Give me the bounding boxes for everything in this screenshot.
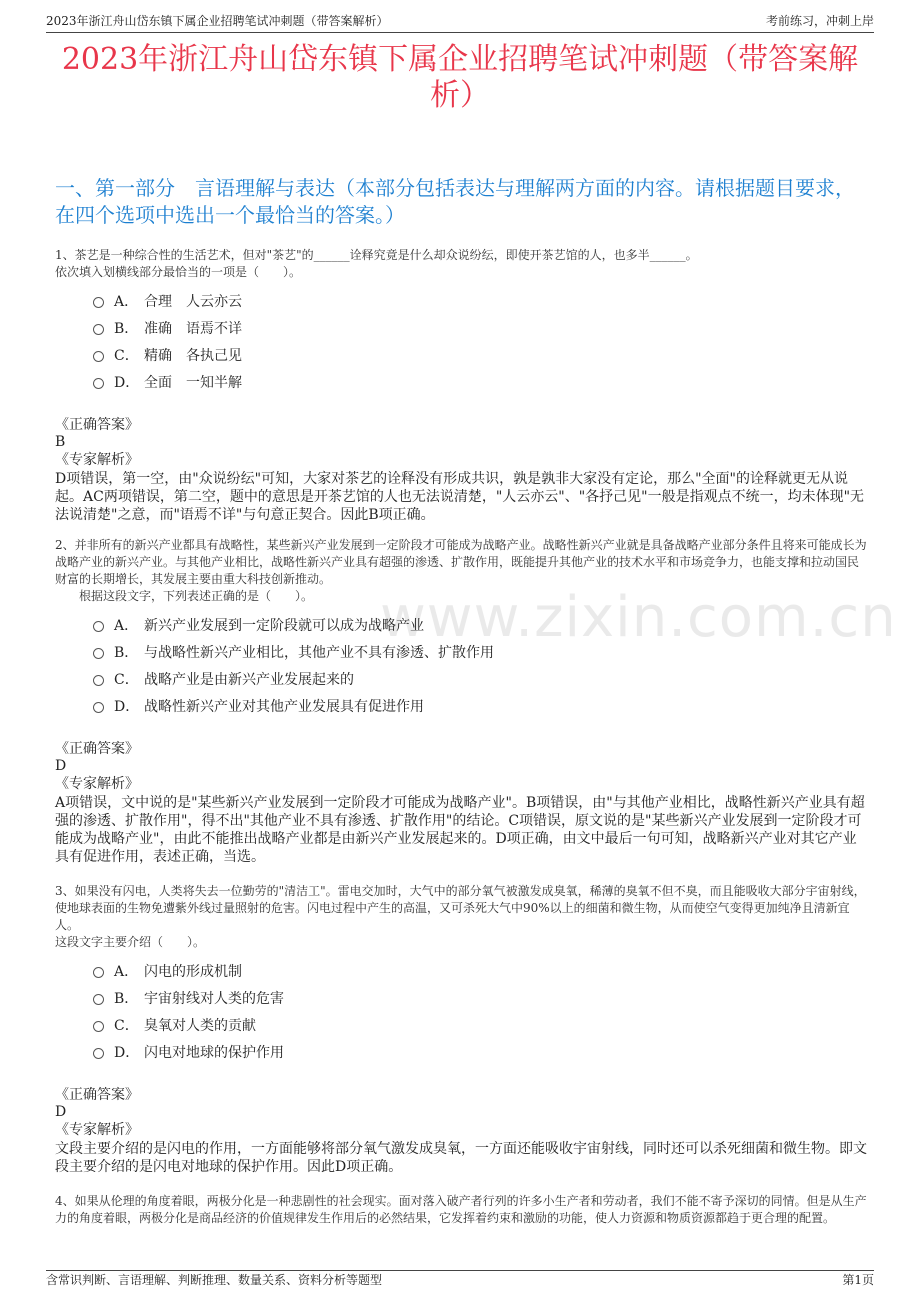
radio-icon[interactable] <box>93 297 104 308</box>
header-slogan: 考前练习，冲刺上岸 <box>765 14 874 28</box>
page-number: 第1页 <box>842 1273 874 1287</box>
option-letter: A． <box>114 963 139 980</box>
radio-icon[interactable] <box>93 675 104 686</box>
stem-line: 1、茶艺是一种综合性的生活艺术，但对"茶艺"的______诠释究竟是什么却众说纷纭，即使开茶艺馆的人，也多半______。 <box>55 248 698 262</box>
question-stem <box>55 537 868 605</box>
option-d[interactable] <box>93 692 868 719</box>
page-footer <box>46 1270 874 1289</box>
option-letter: D． <box>114 374 140 391</box>
radio-icon[interactable] <box>93 1048 104 1059</box>
analysis-text: D项错误，第一空，由"众说纷纭"可知，大家对茶艺的诠释没有形成共识，孰是孰非大家没有定论，那么"全面"的诠释就更无从说起。AC两项错误，第二空，题中的意思是开茶艺馆的人也无法说清楚，"人云亦云"、"各抒己见"一般是指观点不统一，均未体现"无法说清楚"之意，而"语焉不详"与句意正契合。因此B项正确。 <box>55 471 865 523</box>
answer-value: D <box>55 1104 67 1120</box>
option-text: 闪电对地球的保护作用 <box>144 1044 284 1061</box>
radio-icon[interactable] <box>93 994 104 1005</box>
option-letter: D． <box>114 698 140 715</box>
answer-block <box>55 417 868 524</box>
option-text: 新兴产业发展到一定阶段就可以成为战略产业 <box>144 617 424 634</box>
option-text: 战略产业是由新兴产业发展起来的 <box>144 671 354 688</box>
radio-icon[interactable] <box>93 621 104 632</box>
answer-value: D <box>55 758 67 774</box>
stem-line: 3、如果没有闪电，人类将失去一位勤劳的"清洁工"。雷电交加时，大气中的部分氧气被激发成臭氧，稀薄的臭氧不但不臭，而且能吸收大部分宇宙射线，使地球表面的生物免遭紫外线过量照射的危害。闪电过程中产生的高温，又可杀死大气中90%以上的细菌和微生物，从而使空气变得更加纯净且清新宜人。 <box>55 884 866 932</box>
analysis-text: 文段主要介绍的是闪电的作用，一方面能够将部分氧气激发成臭氧，一方面还能吸收宇宙射线，同时还可以杀死细菌和微生物。即文段主要介绍的是闪电对地球的保护作用。因此D项正确。 <box>55 1141 867 1175</box>
radio-icon[interactable] <box>93 324 104 335</box>
radio-icon[interactable] <box>93 378 104 389</box>
option-d[interactable] <box>93 368 868 395</box>
option-letter: A． <box>114 293 139 310</box>
stem-line: 2、并非所有的新兴产业都具有战略性，某些新兴产业发展到一定阶段才可能成为战略产业。战略性新兴产业就是具备战略产业部分条件且将来可能成长为战略产业的新兴产业。与其他产业相比，战略性新兴产业具有超强的渗透、扩散作用，既能提升其他产业的技术水平和市场竞争力，也能支撑和拉动国民财富的长期增长，其发展主要由重大科技创新推动。 <box>55 538 867 586</box>
option-a[interactable] <box>93 287 868 314</box>
stem-line: 4、如果从伦理的角度着眼，两极分化是一种悲剧性的社会现实。面对落入破产者行列的许多小生产者和劳动者，我们不能不寄予深切的同情。但是从生产力的角度着眼，两极分化是商品经济的价值规律发生作用后的必然结果，它发挥着约束和激励的功能，使人力资源和物质资源都趋于更合理的配置。 <box>55 1194 867 1225</box>
footer-note: 含常识判断、言语理解、判断推理、数量关系、资料分析等题型 <box>46 1273 383 1287</box>
option-list <box>55 287 868 395</box>
page-header <box>46 12 874 33</box>
option-letter: C． <box>114 1017 139 1034</box>
option-text: 精确 各执己见 <box>144 347 242 364</box>
answer-label: 《正确答案》 <box>55 741 139 757</box>
option-b[interactable] <box>93 984 868 1011</box>
option-letter: B． <box>114 990 139 1007</box>
analysis-label: 《专家解析》 <box>55 452 139 468</box>
option-a[interactable] <box>93 957 868 984</box>
option-c[interactable] <box>93 1011 868 1038</box>
option-a[interactable] <box>93 611 868 638</box>
radio-icon[interactable] <box>93 648 104 659</box>
option-text: 战略性新兴产业对其他产业发展具有促进作用 <box>144 698 424 715</box>
option-text: 臭氧对人类的贡献 <box>144 1017 256 1034</box>
answer-block <box>55 741 868 866</box>
answer-label: 《正确答案》 <box>55 417 139 433</box>
stem-line: 依次填入划横线部分最恰当的一项是（ ）。 <box>55 265 302 279</box>
radio-icon[interactable] <box>93 702 104 713</box>
header-doc-title: 2023年浙江舟山岱东镇下属企业招聘笔试冲刺题（带答案解析） <box>46 14 389 28</box>
radio-icon[interactable] <box>93 351 104 362</box>
option-text: 闪电的形成机制 <box>144 963 242 980</box>
option-text: 准确 语焉不详 <box>144 320 242 337</box>
radio-icon[interactable] <box>93 967 104 978</box>
stem-line: 根据这段文字，下列表述正确的是（ ）。 <box>55 589 314 603</box>
analysis-label: 《专家解析》 <box>55 776 139 792</box>
option-text: 合理 人云亦云 <box>144 293 242 310</box>
option-letter: B． <box>114 320 139 337</box>
stem-line: 这段文字主要介绍（ ）。 <box>55 935 206 949</box>
option-letter: A． <box>114 617 139 634</box>
watermark: www.zixin.com.cn <box>380 585 897 650</box>
option-text: 宇宙射线对人类的危害 <box>144 990 284 1007</box>
option-c[interactable] <box>93 665 868 692</box>
analysis-text: A项错误，文中说的是"某些新兴产业发展到一定阶段才可能成为战略产业"。B项错误，由"与其他产业相比，战略性新兴产业具有超强的渗透、扩散作用"，得不出"其他产业不具有渗透、扩散作用"的结论。C项错误，原文说的是"某些新兴产业发展到一定阶段才可能成为战略产业"，由此不能推出战略产业都是由新兴产业发展起来的。D项正确，由文中最后一句可知，战略新兴产业对其它产业具有促进作用，表述正确，当选。 <box>55 795 865 865</box>
option-text: 全面 一知半解 <box>144 374 242 391</box>
option-b[interactable] <box>93 314 868 341</box>
option-letter: C． <box>114 347 139 364</box>
page-title: 2023年浙江舟山岱东镇下属企业招聘笔试冲刺题（带答案解析） <box>61 42 859 113</box>
question-stem <box>55 247 868 281</box>
option-d[interactable] <box>93 1038 868 1065</box>
question-stem <box>55 883 868 951</box>
option-letter: C． <box>114 671 139 688</box>
answer-label: 《正确答案》 <box>55 1087 139 1103</box>
option-letter: D． <box>114 1044 140 1061</box>
question-2 <box>55 537 897 866</box>
option-list <box>55 611 868 719</box>
option-letter: B． <box>114 644 139 661</box>
option-c[interactable] <box>93 341 868 368</box>
option-list <box>55 957 868 1065</box>
analysis-label: 《专家解析》 <box>55 1122 139 1138</box>
question-1 <box>55 247 868 524</box>
option-b[interactable] <box>93 638 868 665</box>
section-heading: 一、第一部分 言语理解与表达（本部分包括表达与理解两方面的内容。请根据题目要求，在四个选项中选出一个最恰当的答案。） <box>55 176 855 227</box>
question-stem <box>55 1193 868 1227</box>
radio-icon[interactable] <box>93 1021 104 1032</box>
option-text: 与战略性新兴产业相比，其他产业不具有渗透、扩散作用 <box>144 644 494 661</box>
answer-block <box>55 1087 868 1176</box>
answer-value: B <box>55 434 66 450</box>
question-3 <box>55 883 868 1176</box>
question-4 <box>55 1193 868 1227</box>
